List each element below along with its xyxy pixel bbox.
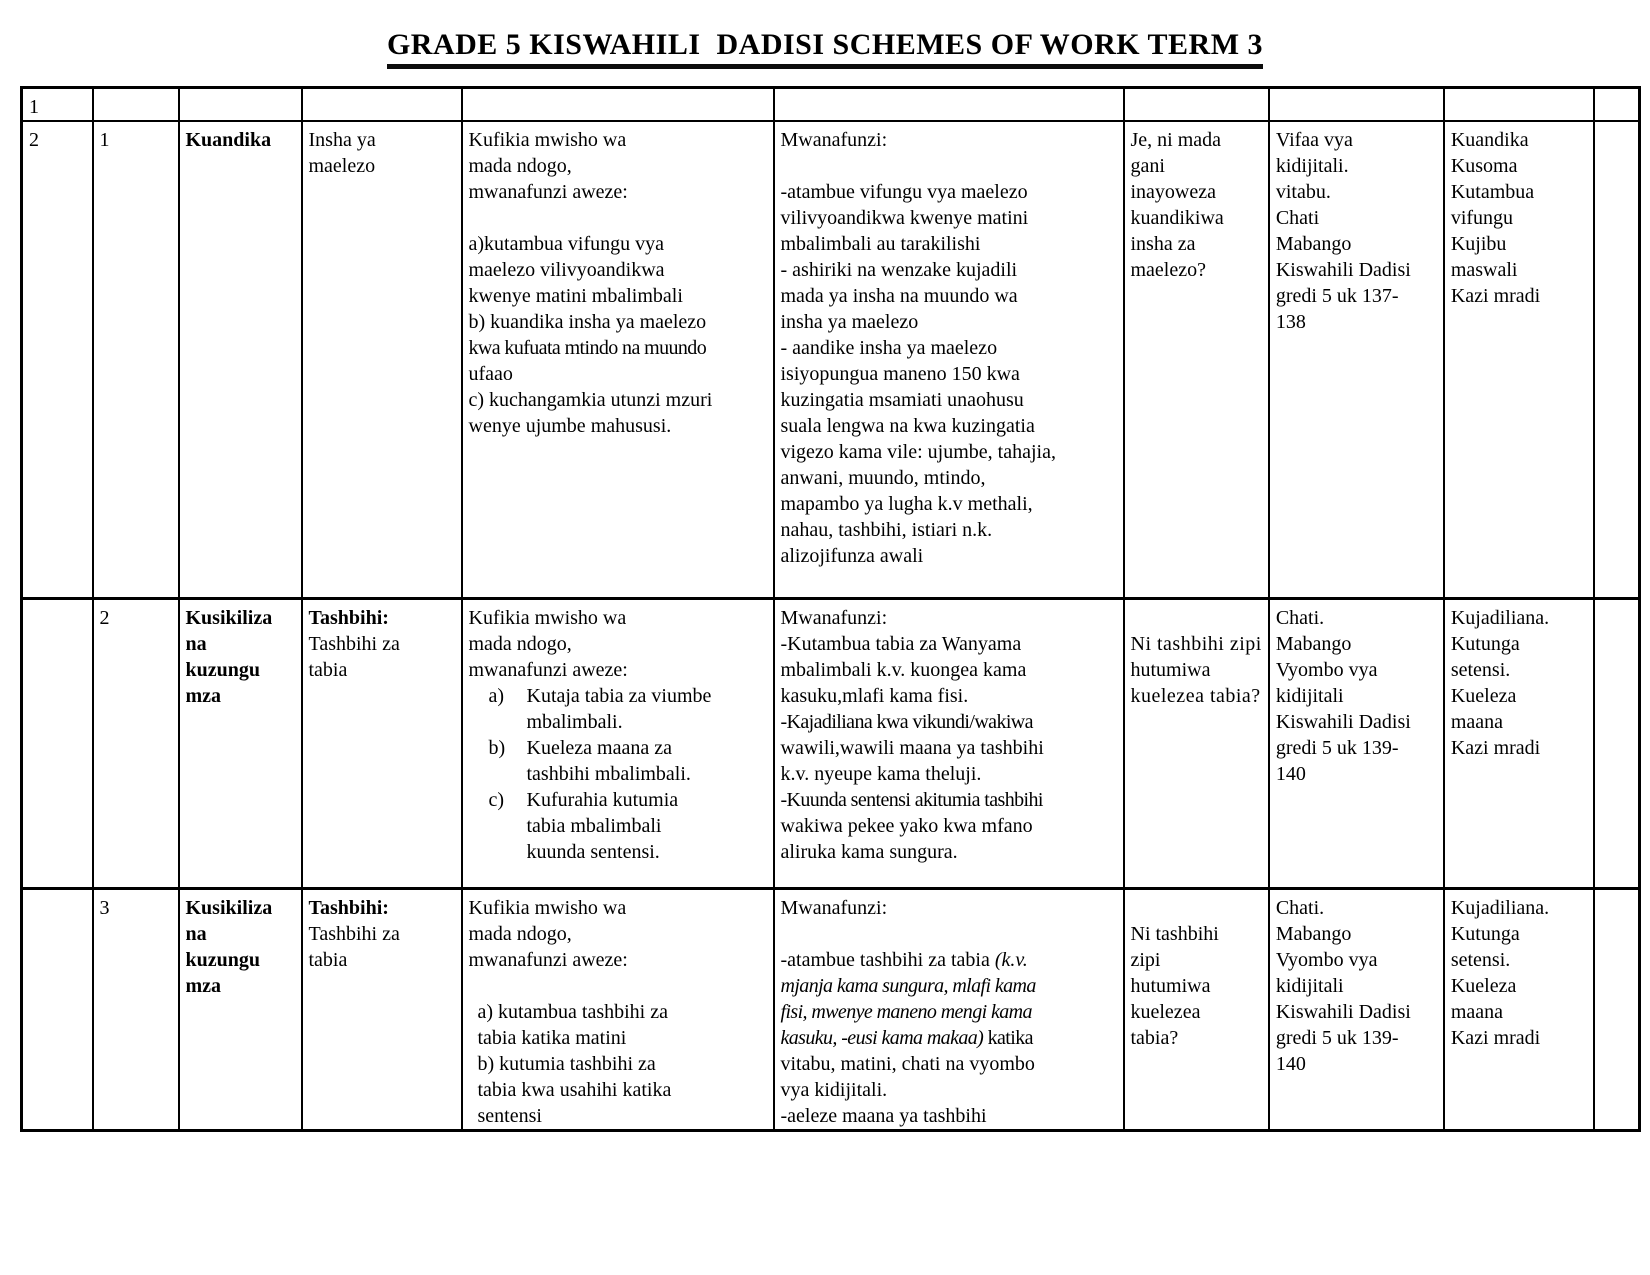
- text-line: Kiswahili Dadisi: [1275, 1000, 1411, 1023]
- text-line: c) kuchangamkia utunzi mzuri: [468, 389, 713, 411]
- page-title: GRADE 5 KISWAHILI DADISI SCHEMES OF WORK TERM 3: [387, 28, 1263, 69]
- text-line: b) kutumia tashbihi za: [477, 1052, 656, 1075]
- text-line: [1131, 605, 1262, 631]
- document-header: [0, 28, 1650, 69]
- text-line: tabia kwa usahihi katika: [477, 1078, 672, 1101]
- cell-week: [22, 888, 93, 1130]
- text-line: hutumiwa: [1130, 658, 1211, 681]
- text-line: vya kidijitali.: [780, 1078, 888, 1101]
- text-line: kuzungu: [185, 658, 260, 681]
- cell-experiences: [774, 598, 1124, 888]
- cell-remarks: [1594, 88, 1640, 122]
- text-line: fisi, mwenye maneno mengi kama: [780, 1000, 1032, 1023]
- text-line: -Kajadiliana kwa vikundi/wakiwa: [780, 710, 1033, 733]
- text-line: gani: [1130, 155, 1165, 177]
- text-line: kidijitali: [1275, 684, 1344, 707]
- text-line: mbalimbali.: [526, 710, 623, 733]
- text-line: Tashbihi za: [308, 922, 400, 945]
- text-line: vitabu.: [1275, 181, 1331, 203]
- text-line: [1131, 895, 1262, 921]
- table-row-week1: [22, 88, 1640, 122]
- text-line: kuunda sentensi.: [526, 840, 660, 863]
- text-line: k.v. nyeupe kama theluji.: [780, 762, 982, 785]
- text-line: -Kutambua tabia za Wanyama: [780, 632, 1022, 655]
- text-line: na: [185, 632, 207, 655]
- cell-lesson: [93, 121, 179, 598]
- text-line: 3: [99, 896, 110, 919]
- text-line: tabia mbalimbali: [526, 814, 662, 837]
- text-line: Mwanafunzi:: [780, 606, 888, 629]
- text-line: Je, ni mada: [1130, 129, 1222, 151]
- text-line: anwani, muundo, mtindo,: [780, 467, 986, 489]
- text-line: maana: [1450, 1000, 1504, 1023]
- cell-resources: [1269, 88, 1444, 122]
- text-line: mada ndogo,: [468, 922, 572, 945]
- cell-assessment: [1444, 598, 1594, 888]
- text-line: 140: [1275, 1052, 1306, 1075]
- text-line: 2: [99, 606, 110, 629]
- text-line: Mabango: [1275, 632, 1352, 655]
- text-line: - aandike insha ya maelezo: [780, 337, 998, 359]
- text-line: -atambue vifungu vya maelezo: [780, 181, 1028, 203]
- text-line: tabia: [308, 948, 348, 971]
- text-line: mwanafunzi aweze:: [468, 948, 628, 971]
- text-line: Vyombo vya: [1275, 658, 1378, 681]
- text-line: na: [185, 922, 207, 945]
- cell-resources: [1269, 121, 1444, 598]
- cell-remarks: [1594, 121, 1640, 598]
- text-line: kwa kufuata mtindo na muundo: [468, 337, 707, 359]
- text-line: Kuandika: [185, 129, 272, 151]
- text-line: mada ya insha na muundo wa: [780, 285, 1018, 307]
- cell-substrand: [302, 88, 462, 122]
- text-line: kasuku,mlafi kama fisi.: [780, 684, 969, 707]
- text-line: inayoweza: [1130, 181, 1217, 203]
- text-line: Kazi mradi: [1450, 285, 1541, 307]
- schemes-of-work-table: [20, 86, 1641, 1132]
- text-line: vitabu, matini, chati na vyombo: [780, 1052, 1035, 1075]
- text-line: Tashbihi za: [308, 632, 400, 655]
- text-line: maelezo: [308, 155, 376, 177]
- text-line: [469, 205, 767, 231]
- text-line: kuelezea: [1130, 1000, 1201, 1023]
- text-line: [781, 153, 1117, 179]
- text-line: 140: [1275, 762, 1306, 785]
- cell-lesson: [93, 88, 179, 122]
- text-line: Kiswahili Dadisi: [1275, 259, 1411, 281]
- text-line: Kueleza: [1450, 974, 1517, 997]
- text-line: Kiswahili Dadisi: [1275, 710, 1411, 733]
- text-line: Ni tashbihi zipi: [1130, 632, 1262, 655]
- text-line: a) kutambua tashbihi za: [477, 1000, 668, 1023]
- text-line: isiyopungua maneno 150 kwa: [780, 363, 1020, 385]
- text-line: b) Kueleza maana za: [488, 736, 672, 759]
- text-line: gredi 5 uk 139-: [1275, 736, 1399, 759]
- text-line: kidijitali: [1275, 974, 1344, 997]
- cell-week: [22, 88, 93, 122]
- text-line: -Kuunda sentensi akitumia tashbihi: [780, 788, 1043, 811]
- text-line: wakiwa pekee yako kwa mfano: [780, 814, 1033, 837]
- text-line: b) kuandika insha ya maelezo: [468, 311, 707, 333]
- text-line: tashbihi mbalimbali.: [526, 762, 691, 785]
- cell-substrand: [302, 121, 462, 598]
- cell-resources: [1269, 888, 1444, 1130]
- text-line: Kusikiliza: [185, 606, 273, 629]
- text-line: mapambo ya lugha k.v methali,: [780, 493, 1033, 515]
- text-line: c) Kufurahia kutumia: [488, 788, 679, 811]
- text-line: suala lengwa na kwa kuzingatia: [780, 415, 1035, 437]
- text-line: a)kutambua vifungu vya: [468, 233, 664, 255]
- text-line: Mwanafunzi:: [780, 896, 888, 919]
- text-line: maswali: [1450, 259, 1518, 281]
- text-line: mza: [185, 974, 222, 997]
- text-line: maelezo vilivyoandikwa: [468, 259, 665, 281]
- text-line: Tashbihi:: [308, 606, 389, 629]
- cell-remarks: [1594, 888, 1640, 1130]
- cell-lesson: [93, 888, 179, 1130]
- text-line: Kutunga: [1450, 632, 1520, 655]
- text-line: Kufikia mwisho wa: [468, 896, 627, 919]
- cell-outcomes: [462, 88, 774, 122]
- text-line: Insha ya: [308, 129, 376, 151]
- text-line: sentensi: [477, 1104, 542, 1127]
- text-line: kuzungu: [185, 948, 260, 971]
- text-line: Mwanafunzi:: [780, 129, 888, 151]
- text-line: kidijitali.: [1275, 155, 1349, 177]
- text-line: alizojifunza awali: [780, 545, 924, 567]
- cell-strand: [179, 88, 302, 122]
- text-line: [469, 973, 767, 999]
- text-line: Kujadiliana.: [1450, 896, 1550, 919]
- text-line: insha ya maelezo: [780, 311, 919, 333]
- text-line: Kazi mradi: [1450, 736, 1541, 759]
- text-line: mbalimbali au tarakilishi: [780, 233, 981, 255]
- text-line: Kutunga: [1450, 922, 1520, 945]
- table-row-lesson3: [22, 888, 1640, 1130]
- cell-experiences: [774, 888, 1124, 1130]
- text-line: tabia katika matini: [477, 1026, 627, 1049]
- text-line: Vyombo vya: [1275, 948, 1378, 971]
- cell-inquiry: [1124, 888, 1269, 1130]
- text-line: 1: [29, 96, 39, 118]
- cell-week: [22, 598, 93, 888]
- table-row-lesson2: [22, 598, 1640, 888]
- text-line: Chati.: [1275, 896, 1325, 919]
- text-line: Kusoma: [1450, 155, 1518, 177]
- text-line: -atambue tashbihi za tabia (k.v.: [780, 948, 1028, 971]
- cell-resources: [1269, 598, 1444, 888]
- text-line: hutumiwa: [1130, 974, 1211, 997]
- text-line: mbalimbali k.v. kuongea kama: [780, 658, 1027, 681]
- text-line: wenye ujumbe mahususi.: [468, 415, 672, 437]
- text-line: a) Kutaja tabia za viumbe: [488, 684, 712, 707]
- text-line: vilivyoandikwa kwenye matini: [780, 207, 1029, 229]
- cell-inquiry: [1124, 598, 1269, 888]
- text-line: mada ndogo,: [468, 155, 572, 177]
- text-line: - ashiriki na wenzake kujadili: [780, 259, 1018, 281]
- text-line: zipi: [1130, 948, 1161, 971]
- table-row-lesson1: [22, 121, 1640, 598]
- text-line: mza: [185, 684, 222, 707]
- text-line: Chati.: [1275, 606, 1325, 629]
- cell-strand: [179, 121, 302, 598]
- text-line: mwanafunzi aweze:: [468, 181, 628, 203]
- cell-strand: [179, 888, 302, 1130]
- text-line: tabia: [308, 658, 348, 681]
- cell-inquiry: [1124, 88, 1269, 122]
- text-line: Kufikia mwisho wa: [468, 129, 627, 151]
- text-line: Mabango: [1275, 233, 1352, 255]
- text-line: mada ndogo,: [468, 632, 572, 655]
- text-line: kuzingatia msamiati unaohusu: [780, 389, 1024, 411]
- text-line: vifungu: [1450, 207, 1514, 229]
- text-line: Kueleza: [1450, 684, 1517, 707]
- text-line: ufaao: [468, 363, 513, 385]
- text-line: Tashbihi:: [308, 896, 389, 919]
- text-line: Kufikia mwisho wa: [468, 606, 627, 629]
- cell-week: [22, 121, 93, 598]
- cell-assessment: [1444, 88, 1594, 122]
- text-line: vigezo kama vile: ujumbe, tahajia,: [780, 441, 1056, 463]
- text-line: mwanafunzi aweze:: [468, 658, 628, 681]
- text-line: [781, 921, 1117, 947]
- text-line: 2: [29, 129, 39, 151]
- text-line: Mabango: [1275, 922, 1352, 945]
- cell-inquiry: [1124, 121, 1269, 598]
- cell-assessment: [1444, 121, 1594, 598]
- text-line: aliruka kama sungura.: [780, 840, 958, 863]
- cell-outcomes: [462, 598, 774, 888]
- cell-experiences: [774, 88, 1124, 122]
- text-line: maana: [1450, 710, 1504, 733]
- cell-substrand: [302, 888, 462, 1130]
- text-line: Kujibu: [1450, 233, 1507, 255]
- text-line: kuelezea tabia?: [1130, 684, 1261, 707]
- cell-strand: [179, 598, 302, 888]
- text-line: Vifaa vya: [1275, 129, 1353, 151]
- text-line: setensi.: [1450, 948, 1511, 971]
- text-line: Kuandika: [1450, 129, 1529, 151]
- text-line: kuandikiwa: [1130, 207, 1224, 229]
- text-line: Ni tashbihi: [1130, 922, 1219, 945]
- text-line: gredi 5 uk 137-: [1275, 285, 1399, 307]
- text-line: -aeleze maana ya tashbihi: [780, 1104, 987, 1127]
- text-line: 138: [1275, 311, 1306, 333]
- text-line: maelezo?: [1130, 259, 1206, 281]
- text-line: gredi 5 uk 139-: [1275, 1026, 1399, 1049]
- cell-assessment: [1444, 888, 1594, 1130]
- cell-outcomes: [462, 888, 774, 1130]
- text-line: tabia?: [1130, 1026, 1179, 1049]
- cell-lesson: [93, 598, 179, 888]
- cell-outcomes: [462, 121, 774, 598]
- text-line: Kutambua: [1450, 181, 1535, 203]
- text-line: nahau, tashbihi, istiari n.k.: [780, 519, 993, 541]
- text-line: kwenye matini mbalimbali: [468, 285, 683, 307]
- text-line: Chati: [1275, 207, 1320, 229]
- cell-experiences: [774, 121, 1124, 598]
- text-line: Kazi mradi: [1450, 1026, 1541, 1049]
- text-line: wawili,wawili maana ya tashbihi: [780, 736, 1044, 759]
- text-line: setensi.: [1450, 658, 1511, 681]
- cell-substrand: [302, 598, 462, 888]
- cell-remarks: [1594, 598, 1640, 888]
- text-line: 1: [99, 129, 110, 151]
- text-line: Kujadiliana.: [1450, 606, 1550, 629]
- text-line: kasuku, -eusi kama makaa) katika: [780, 1026, 1033, 1049]
- text-line: insha za: [1130, 233, 1196, 255]
- text-line: Kusikiliza: [185, 896, 273, 919]
- text-line: mjanja kama sungura, mlafi kama: [780, 974, 1036, 997]
